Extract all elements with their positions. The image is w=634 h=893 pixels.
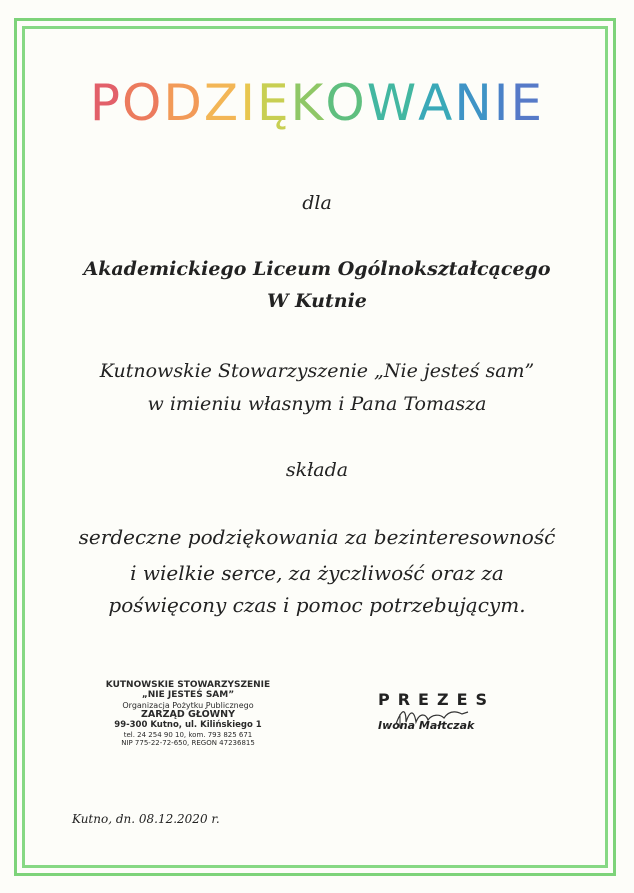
stamp-line-7: NIP 775-22-72-650, REGON 47236815 bbox=[121, 738, 255, 747]
organization-stamp bbox=[98, 680, 278, 747]
title-letter: Ę bbox=[256, 74, 291, 132]
title-letter: P bbox=[89, 74, 123, 132]
title-letter: I bbox=[240, 74, 257, 132]
stamp-line-3: Organizacja Pożytku Publicznego bbox=[122, 700, 254, 710]
stamp-line-6: tel. 24 254 90 10, kom. 793 825 671 bbox=[123, 730, 253, 739]
recipient-name-line-2: W Kutnie bbox=[267, 290, 367, 312]
title-letter: E bbox=[510, 74, 545, 132]
for-line: dla bbox=[302, 192, 332, 214]
title-letter: I bbox=[493, 74, 511, 132]
thanks-line-1: serdeczne podziękowania za bezinteresowność bbox=[78, 525, 556, 549]
title-letter: K bbox=[290, 74, 326, 132]
recipient-name-line-1: Akademickiego Liceum Ogólnokształcącego bbox=[83, 258, 551, 280]
thanks-line-3: poświęcony czas i pomoc potrzebującym. bbox=[108, 593, 526, 617]
handwritten-signature bbox=[392, 702, 472, 732]
stamp-line-4: ZARZĄD GŁÓWNY bbox=[141, 708, 235, 720]
title-letter: W bbox=[366, 74, 419, 132]
stamp-line-2: „NIE JESTEŚ SAM” bbox=[141, 690, 235, 701]
thanks-line-2: i wielkie serce, za życzliwość oraz za bbox=[130, 561, 504, 585]
title-letter: N bbox=[454, 74, 494, 132]
title-letter: D bbox=[163, 74, 204, 132]
sender-line-2: w imieniu własnym i Pana Tomasza bbox=[147, 393, 487, 415]
stamp-line-5: 99-300 Kutno, ul. Kilińskiego 1 bbox=[114, 719, 262, 730]
signatory-name: Iwona Małtczak bbox=[378, 719, 475, 732]
date-line: Kutno, dn. 08.12.2020 r. bbox=[72, 812, 220, 826]
signatory-title: PREZES bbox=[378, 690, 496, 709]
stamp-line-1: KUTNOWSKIE STOWARZYSZENIE bbox=[105, 680, 271, 690]
title-letter: A bbox=[418, 74, 455, 132]
title-letter: O bbox=[325, 74, 367, 132]
certificate-title bbox=[0, 74, 634, 132]
title-letter: O bbox=[122, 74, 164, 132]
title-letter: Z bbox=[203, 74, 241, 132]
verb-line: składa bbox=[285, 459, 349, 481]
sender-line-1: Kutnowskie Stowarzyszenie „Nie jesteś sam” bbox=[99, 360, 535, 382]
